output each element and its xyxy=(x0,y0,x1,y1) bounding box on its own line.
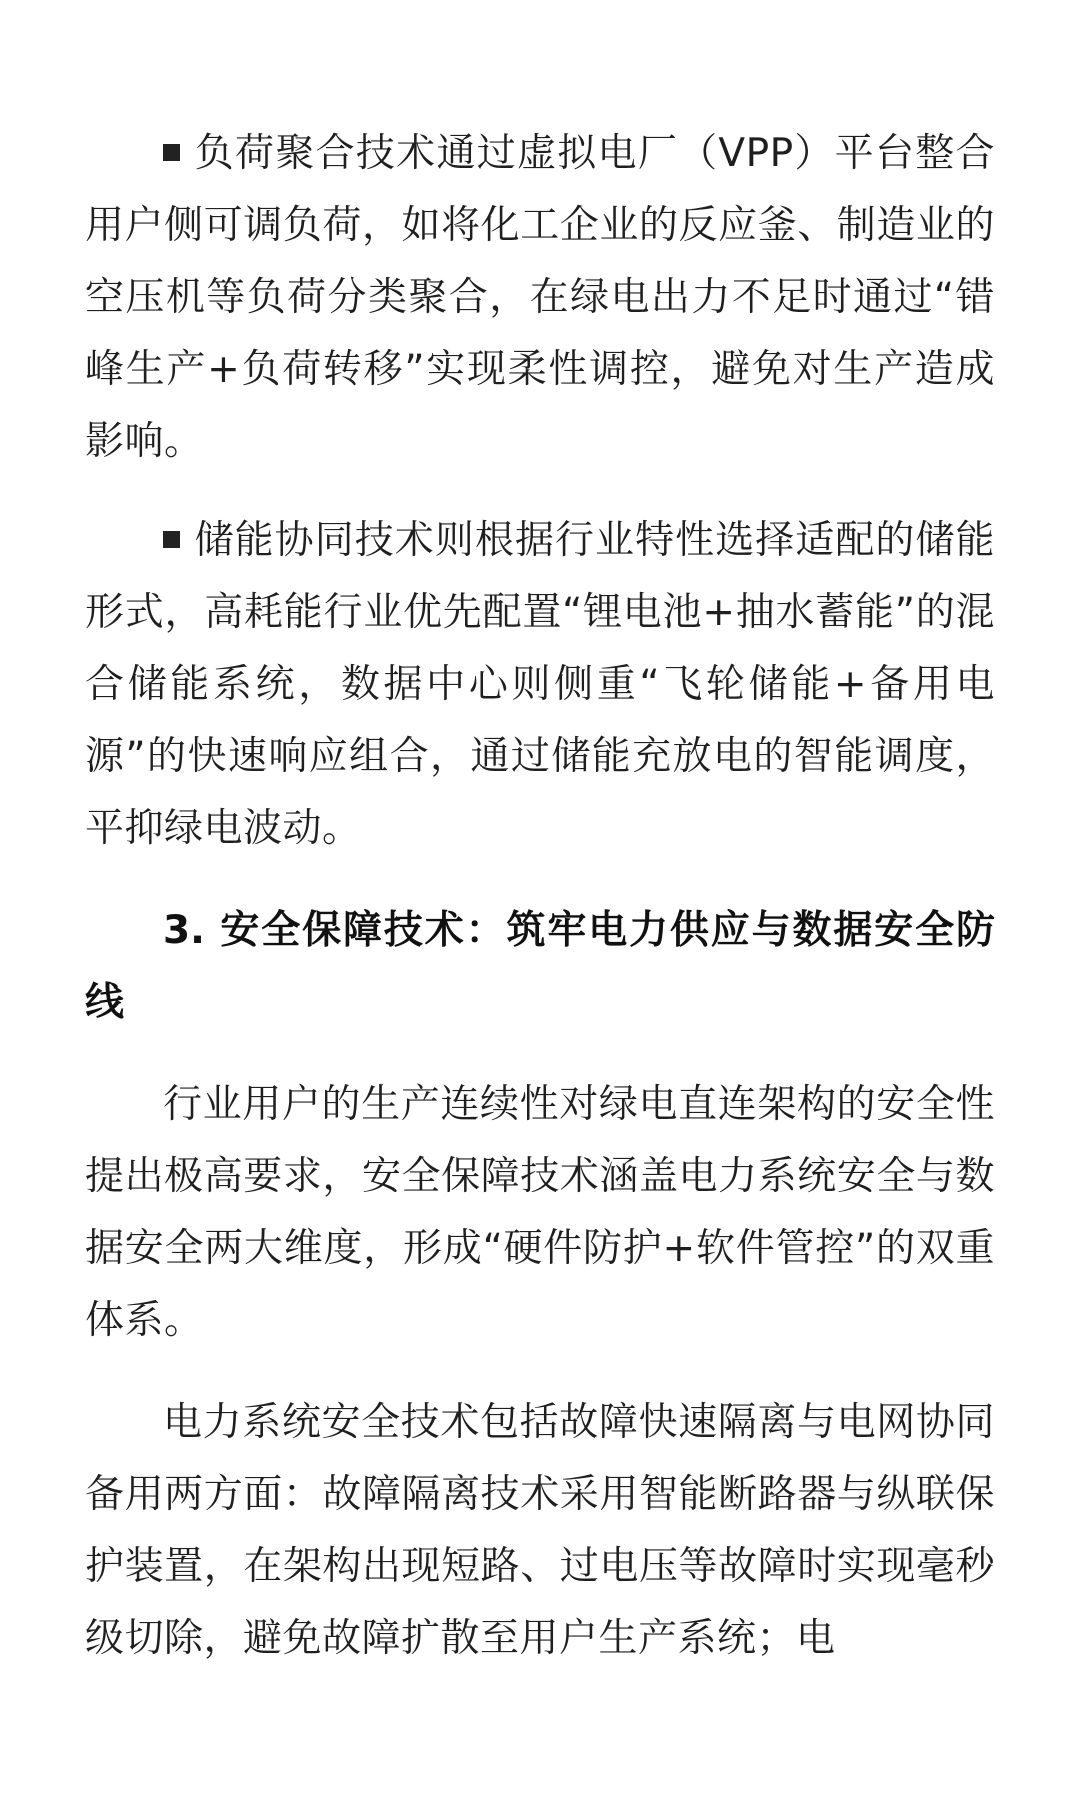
square-bullet-icon xyxy=(163,144,180,161)
section-heading: 3. 安全保障技术：筑牢电力供应与数据安全防线 xyxy=(85,908,995,1025)
bullet-paragraph-energy-storage xyxy=(85,505,995,865)
bullet-paragraph-load-aggregation xyxy=(85,118,995,478)
square-bullet-icon xyxy=(163,531,180,548)
bullet-text: 储能协同技术则根据行业特性选择适配的储能形式，高耗能行业优先配置“锂电池+抽水蓄能”的混合储能系统，数据中心则侧重“飞轮储能+备用电源”的快速响应组合，通过储能充放电的智能调度，平抑绿电波动。 xyxy=(85,518,995,851)
body-paragraph: 行业用户的生产连续性对绿电直连架构的安全性提出极高要求，安全保障技术涵盖电力系统安全与数据安全两大维度，形成“硬件防护+软件管控”的双重体系。 xyxy=(85,1082,995,1343)
body-paragraph: 电力系统安全技术包括故障快速隔离与电网协同备用两方面：故障隔离技术采用智能断路器与纵联保护装置，在架构出现短路、过电压等故障时实现毫秒级切除，避免故障扩散至用户生产系统；电 xyxy=(85,1400,995,1661)
bullet-text: 负荷聚合技术通过虚拟电厂（VPP）平台整合用户侧可调负荷，如将化工企业的反应釜、制造业的空压机等负荷分类聚合，在绿电出力不足时通过“错峰生产+负荷转移”实现柔性调控，避免对生产造成影响。 xyxy=(85,131,995,464)
